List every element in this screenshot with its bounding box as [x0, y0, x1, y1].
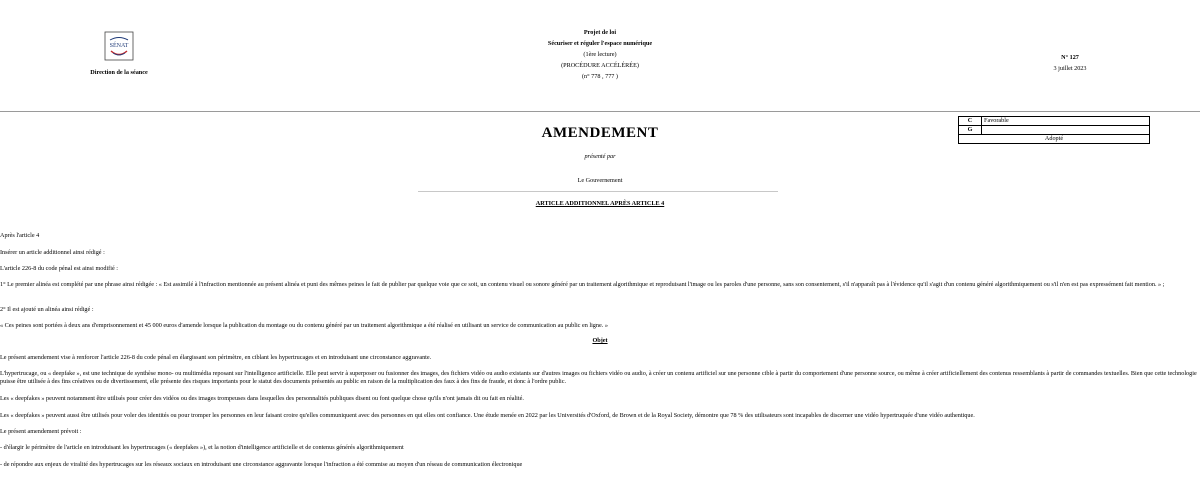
body-paragraph: 1° Le premier alinéa est complété par une phrase ainsi rédigée : « Est assimilé à l'infraction mentionnée au présent alinéa et puni des mêmes peines le fait de publier par quelque voie que ce soit, un contenu visuel ou sonore généré par un traitement algorithmique et reproduisant l'image ou les paroles d'une personne, sans son consentement, s'il n'apparaît pas à l'évidence qu'il s'agit d'un contenu généré algorithmiquement ou s'il n'en est pas expressément fait mention. » ;	[0, 281, 1165, 288]
objet-paragraph: - de répondre aux enjeux de viralité des hypertrucages sur les réseaux sociaux en introduisant une circonstance aggravante lorsque l'infraction a été commise au moyen d'un réseau de communication électronique	[0, 461, 523, 468]
objet-paragraph: Le présent amendement prévoit :	[0, 428, 82, 435]
presented-by-label: présenté par	[584, 153, 616, 160]
objet-paragraph: Les « deepfakes » peuvent notamment être utilisés pour créer des vidéos ou des images trompeuses dans lesquelles des personnalités publiques disent ou font quelque chose qu'ils n'ont jamais dit ou fait en réalité.	[0, 395, 524, 402]
status-value: Favorable	[982, 117, 1150, 126]
svg-text:SÉNAT: SÉNAT	[109, 43, 129, 49]
body-paragraph: Après l'article 4	[0, 232, 40, 239]
body-paragraph: L'article 226-8 du code pénal est ainsi modifié :	[0, 265, 118, 272]
status-row-government	[959, 126, 1150, 135]
objet-heading: Objet	[592, 337, 608, 344]
objet-paragraph: L'hypertrucage, ou « deepfake », est une technique de synthèse mono- ou multimédia reposant sur l'intelligence artificielle. Elle peut servir à superposer ou fusionner des images, des fichiers vidéo ou audio existants sur d'autres images ou fichiers vidéo ou audio, à créer un contenu artificiel sur une personne cible à partir du comportement d'une personne source, ou même à créer artificiellement des contenus ressemblants à partir de commandes textuelles. Bien que cette technologie puisse être utilisée à des fins créatives ou de divertissement, elle présente des risques importants pour le statut des documents présentés au public en raison de la multiplication des faux à des fins de fraude, et donc à l'ordre public.	[0, 370, 1197, 385]
status-value	[982, 126, 1150, 135]
heading-divider	[418, 191, 778, 192]
body-paragraph: 2° Il est ajouté un alinéa ainsi rédigé :	[0, 306, 94, 313]
status-table	[958, 116, 1150, 144]
status-key: C	[959, 117, 982, 126]
objet-paragraph: Les « deepfakes » peuvent aussi être utilisés pour voler des identités ou pour tromper les personnes en leur faisant croire qu'elles communiquent avec des personnes en qui elles ont confiance. Une étude menée en 2022 par les Universités d'Oxford, de Brown et de la Royal Society, démontre que 78 % des utilisateurs sont incapables de discerner une vidéo hypertruquée d'une vidéo authentique.	[0, 412, 975, 419]
status-row-result	[959, 135, 1150, 144]
amendment-title: AMENDEMENT	[541, 125, 659, 141]
article-heading: ARTICLE ADDITIONNEL APRÈS ARTICLE 4	[535, 200, 665, 207]
senat-logo	[104, 31, 134, 61]
objet-paragraph: Le présent amendement vise à renforcer l'article 226-8 du code pénal en élargissant son périmètre, en ciblant les hypertrucages et en introduisant une circonstance aggravante.	[0, 354, 432, 361]
amendment-date: 3 juillet 2023	[1053, 65, 1087, 72]
reading-stage: (1ère lecture)	[583, 51, 617, 58]
header-divider	[0, 111, 1200, 112]
project-title: Projet de loi	[583, 29, 617, 36]
amendment-number: N° 127	[1061, 54, 1079, 61]
amendment-author: Le Gouvernement	[577, 177, 623, 184]
text-numbers: (n° 778 , 777 )	[582, 73, 618, 80]
status-result: Adopté	[959, 135, 1150, 144]
procedure: (PROCÉDURE ACCÉLÉRÉE)	[561, 62, 639, 69]
amendment-number-block	[1000, 52, 1140, 74]
project-block	[470, 27, 730, 82]
status-key: G	[959, 126, 982, 135]
direction-label: Direction de la séance	[90, 69, 148, 76]
body-paragraph: Insérer un article additionnel ainsi rédigé :	[0, 249, 105, 256]
project-name: Sécuriser et réguler l'espace numérique	[547, 40, 653, 47]
objet-paragraph: - d'élargir le périmètre de l'article en introduisant les hypertrucages (« deepfakes »), et la notion d'intelligence artificielle et de contenus générés algorithmiquement	[0, 444, 404, 451]
body-paragraph: « Ces peines sont portées à deux ans d'emprisonnement et 45 000 euros d'amende lorsque la publication du montage ou du contenu généré par un traitement algorithmique a été réalisé en utilisant un service de communication au public en ligne. »	[0, 322, 608, 329]
status-row-commission	[959, 117, 1150, 126]
